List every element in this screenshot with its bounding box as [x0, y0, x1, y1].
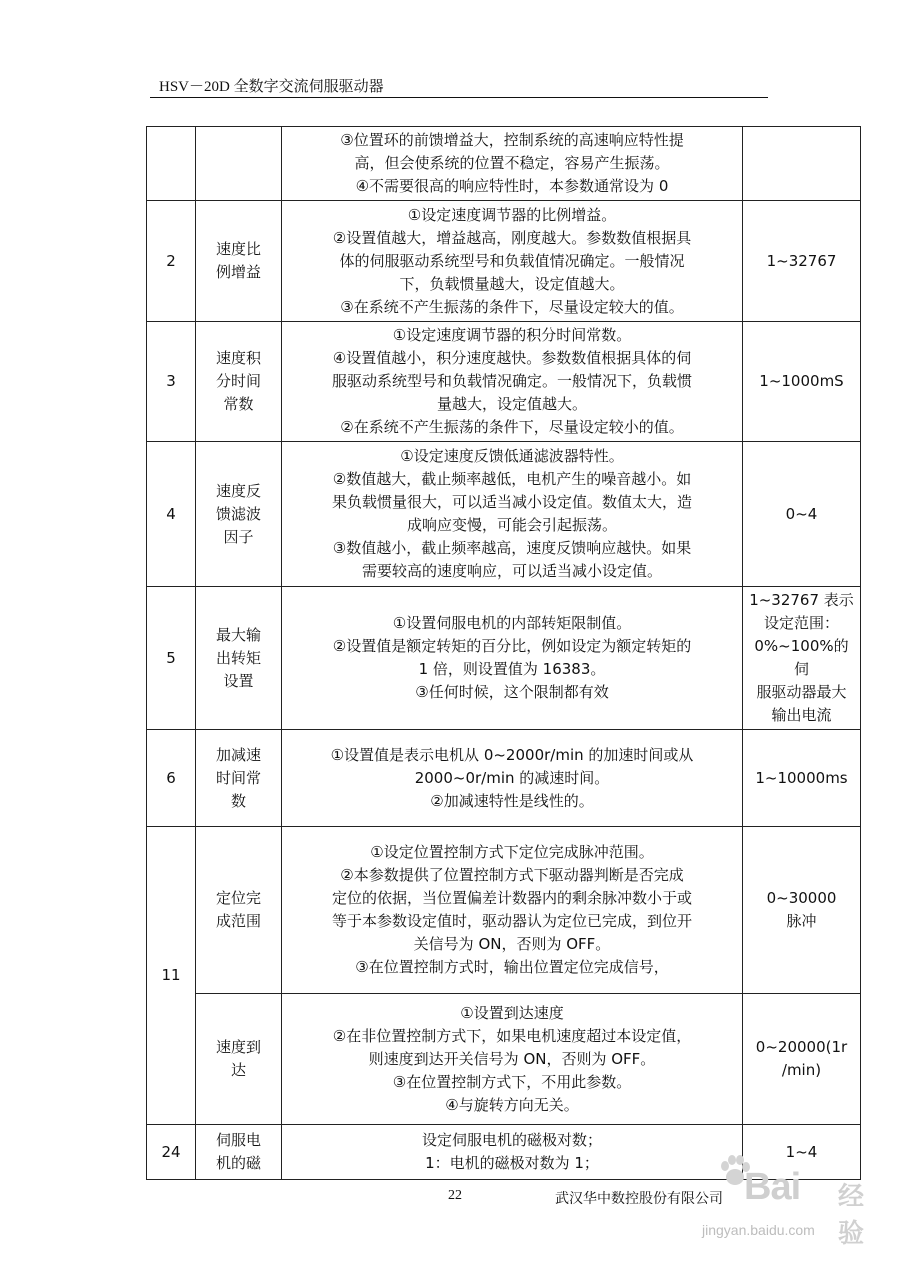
cell-line: 关信号为 ON，否则为 OFF。: [413, 935, 611, 953]
param-number: 6: [147, 730, 196, 827]
cell-line: 因子: [223, 527, 254, 546]
cell-line: 馈滤波: [215, 504, 261, 523]
table-row: [147, 322, 861, 442]
baidu-watermark: [702, 1150, 880, 1260]
cell-line: 速度到: [215, 1038, 261, 1056]
table-row: [147, 827, 861, 994]
param-number: [147, 127, 196, 201]
cell-line: 需要较高的速度响应，可以适当减小设定值。: [361, 562, 662, 580]
cell-line: 量越大，设定值越大。: [436, 395, 587, 413]
param-name: [196, 201, 282, 322]
cell-line: ①设定速度反馈低通滤波器特性。: [400, 447, 624, 465]
cell-line: ①设置伺服电机的内部转矩限制值。: [392, 614, 632, 632]
cell-line: 1~32767 表示: [749, 591, 854, 609]
param-description: [282, 322, 743, 442]
cell-line: 1：电机的磁极对数为 1；: [425, 1154, 599, 1172]
cell-line: ①设定速度调节器的比例增益。: [407, 205, 617, 224]
param-range: [743, 587, 861, 730]
cell-line: 1~1000mS: [759, 372, 844, 390]
cell-line: ②设置值越大，增益越高，刚度越大。参数数值根据具: [332, 228, 692, 247]
param-name: [196, 827, 282, 994]
cell-line: 速度比: [215, 240, 261, 258]
table-row: [147, 201, 861, 322]
param-number: 11: [147, 827, 196, 1125]
table-row: [147, 730, 861, 827]
cell-line: 0~20000(1r: [755, 1038, 848, 1056]
param-number: 24: [147, 1125, 196, 1180]
cell-line: 设定范围：: [763, 614, 839, 632]
cell-line: ④设置值越小，积分速度越快。参数数值根据具体的伺: [332, 349, 692, 367]
cell-line: 成响应变慢，可能会引起振荡。: [406, 516, 617, 534]
cell-line: 体的伺服驱动系统型号和负载值情况确定。一般情况: [339, 251, 685, 270]
param-description: [282, 587, 743, 730]
table-row: [147, 587, 861, 730]
cell-line: ③数值越小，截止频率越高，速度反馈响应越快。如果: [332, 539, 692, 557]
cell-line: 1 倍，则设置值为 16383。: [418, 660, 606, 678]
cell-line: 分时间: [215, 372, 261, 390]
table-row: [147, 127, 861, 201]
param-number: 4: [147, 442, 196, 587]
cell-line: 达: [230, 1061, 246, 1079]
param-range: [743, 201, 861, 322]
watermark-tag: 经验: [838, 1182, 865, 1249]
cell-line: ③位置环的前馈增益大，控制系统的高速响应特性提: [340, 131, 684, 149]
cell-line: 机的磁: [215, 1154, 261, 1172]
cell-line: 加减速: [215, 745, 261, 764]
header-rule: [150, 97, 768, 98]
cell-line: ④与旋转方向无关。: [445, 1095, 579, 1114]
cell-line: 速度积: [215, 349, 261, 367]
cell-line: 0~30000: [766, 889, 837, 907]
param-range: [743, 827, 861, 994]
param-description: [282, 827, 743, 994]
cell-line: 1~32767: [766, 251, 837, 270]
cell-line: 服驱动系统型号和负载情况确定。一般情况下，负载惯: [331, 372, 692, 390]
watermark-url: jingyan.baidu.com: [702, 1222, 815, 1238]
cell-line: 数: [230, 791, 246, 810]
param-number: 3: [147, 322, 196, 442]
param-name: [196, 322, 282, 442]
param-range: [743, 442, 861, 587]
param-name: [196, 994, 282, 1125]
watermark-brand: Bai: [744, 1166, 801, 1208]
cell-line: 速度反: [215, 481, 261, 500]
cell-line: ①设置到达速度: [460, 1003, 564, 1022]
cell-line: ①设定速度调节器的积分时间常数。: [392, 326, 632, 344]
param-name: [196, 127, 282, 201]
cell-line: ①设置值是表示电机从 0~2000r/min 的加速时间或从: [330, 745, 694, 764]
cell-line: 最大输: [215, 625, 261, 644]
param-name: [196, 1125, 282, 1180]
parameter-table: [146, 126, 861, 1180]
cell-line: 1~10000ms: [755, 768, 848, 787]
cell-line: ③在位置控制方式时，输出位置定位完成信号，: [355, 958, 669, 976]
cell-line: 时间常: [215, 768, 261, 787]
param-description: [282, 994, 743, 1125]
cell-line: 输出电流: [771, 706, 832, 724]
cell-line: 常数: [223, 395, 254, 413]
param-name: [196, 730, 282, 827]
page-header-title: HSV－20D 全数字交流伺服驱动器: [159, 79, 384, 95]
company-name: 武汉华中数控股份有限公司: [555, 1191, 723, 1207]
param-name: [196, 587, 282, 730]
param-range: [743, 994, 861, 1125]
cell-line: 设定伺服电机的磁极对数；: [421, 1131, 602, 1149]
cell-line: ②本参数提供了位置控制方式下驱动器判断是否完成: [340, 866, 684, 884]
param-name: [196, 442, 282, 587]
cell-line: ②设置值是额定转矩的百分比，例如设定为额定转矩的: [332, 637, 692, 655]
table-row: [147, 442, 861, 587]
cell-line: 服驱动器最大: [756, 683, 847, 701]
cell-line: 定位的依据，当位置偏差计数器内的剩余脉冲数小于或: [331, 889, 692, 907]
cell-line: 0%~100%的伺: [754, 637, 849, 678]
cell-line: 下，负载惯量越大，设定值越大。: [399, 274, 625, 293]
param-description: [282, 730, 743, 827]
cell-line: ④不需要很高的响应特性时，本参数通常设为 0: [355, 177, 669, 195]
param-number: 2: [147, 201, 196, 322]
cell-line: ②数值越大，截止频率越低，电机产生的噪音越小。如: [332, 470, 692, 488]
cell-line: ③任何时候，这个限制都有效: [415, 683, 609, 701]
cell-line: 设置: [223, 671, 254, 690]
cell-line: ②在系统不产生振荡的条件下，尽量设定较小的值。: [340, 418, 684, 436]
cell-line: 伺服电: [215, 1131, 261, 1149]
cell-line: ①设定位置控制方式下定位完成脉冲范围。: [370, 843, 654, 861]
cell-line: 1~4: [785, 1142, 818, 1161]
cell-line: ③在系统不产生振荡的条件下，尽量设定较大的值。: [340, 297, 684, 316]
param-description: [282, 442, 743, 587]
cell-line: 则速度到达开关信号为 ON，否则为 OFF。: [368, 1049, 656, 1068]
cell-line: 等于本参数设定值时，驱动器认为定位已完成，到位开: [331, 912, 692, 930]
cell-line: 果负载惯量很大，可以适当减小设定值。数值太大，造: [331, 493, 692, 511]
cell-line: 定位完: [215, 889, 261, 907]
cell-line: 0~4: [785, 504, 818, 523]
cell-line: 出转矩: [215, 648, 261, 667]
cell-line: 2000~0r/min 的减速时间。: [414, 768, 610, 787]
param-description: [282, 127, 743, 201]
cell-line: ②加减速特性是线性的。: [430, 791, 594, 810]
cell-line: 脉冲: [786, 912, 817, 930]
param-description: [282, 1125, 743, 1180]
cell-line: 例增益: [215, 263, 261, 281]
page-number: 22: [448, 1188, 462, 1203]
param-description: [282, 201, 743, 322]
param-range: [743, 322, 861, 442]
param-number: 5: [147, 587, 196, 730]
cell-line: 成范围: [215, 912, 261, 930]
cell-line: ③在位置控制方式下，不用此参数。: [392, 1072, 632, 1091]
param-range: [743, 730, 861, 827]
table-row: [147, 994, 861, 1125]
cell-line: 高，但会使系统的位置不稳定，容易产生振荡。: [354, 154, 670, 172]
param-range: [743, 127, 861, 201]
cell-line: ②在非位置控制方式下，如果电机速度超过本设定值，: [332, 1026, 692, 1045]
cell-line: /min): [781, 1061, 822, 1079]
